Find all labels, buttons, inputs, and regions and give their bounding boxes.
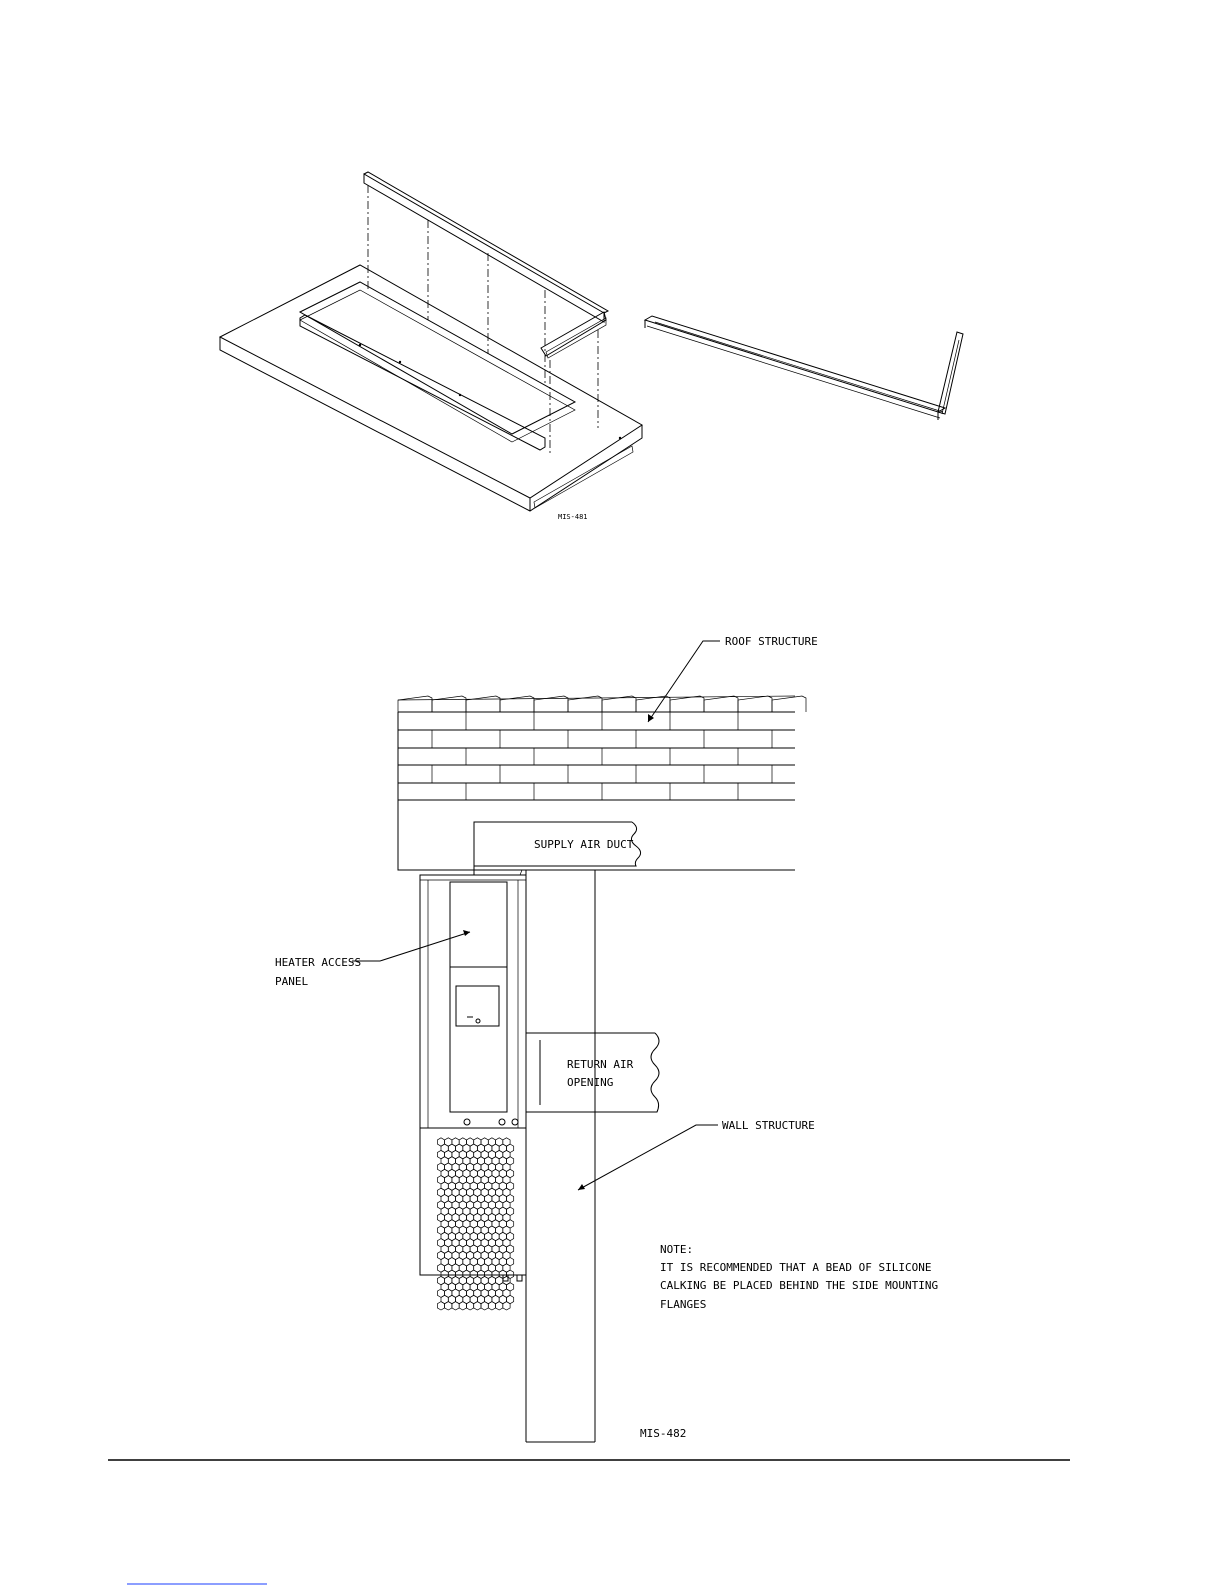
leaders <box>352 641 720 1190</box>
installation-note <box>660 1243 938 1311</box>
roof-structure <box>398 712 795 800</box>
roof-shingles <box>398 696 806 712</box>
return-air-label-1: RETURN AIR <box>567 1058 634 1071</box>
note-line-2: IT IS RECOMMENDED THAT A BEAD OF SILICONE <box>660 1261 932 1274</box>
wall-mount-unit <box>420 870 528 1310</box>
heater-access-label-2: PANEL <box>275 975 309 988</box>
return-air-label-2: OPENING <box>567 1076 614 1089</box>
wall-structure-label: WALL STRUCTURE <box>722 1119 815 1132</box>
note-line-1: NOTE: <box>660 1243 694 1256</box>
figure-bottom-installation <box>275 635 938 1442</box>
figure-top-exploded-view <box>220 172 963 521</box>
mounting-channel <box>645 316 963 420</box>
return-air-opening <box>526 1033 659 1112</box>
roof-structure-label: ROOF STRUCTURE <box>725 635 818 648</box>
base-plate <box>220 265 642 498</box>
figure-top-code: MIS-481 <box>558 513 588 521</box>
wall-structure <box>526 870 595 1442</box>
supply-air-duct <box>474 822 641 875</box>
back-panel <box>364 174 604 322</box>
base-cutout <box>300 282 575 434</box>
figure-bottom-code: MIS-482 <box>640 1427 687 1440</box>
note-line-3: CALKING BE PLACED BEHIND THE SIDE MOUNTING <box>660 1279 939 1292</box>
heater-access-label-1: HEATER ACCESS <box>275 956 362 969</box>
note-line-4: FLANGES <box>660 1298 707 1311</box>
supply-air-duct-label: SUPPLY AIR DUCT <box>534 838 634 851</box>
